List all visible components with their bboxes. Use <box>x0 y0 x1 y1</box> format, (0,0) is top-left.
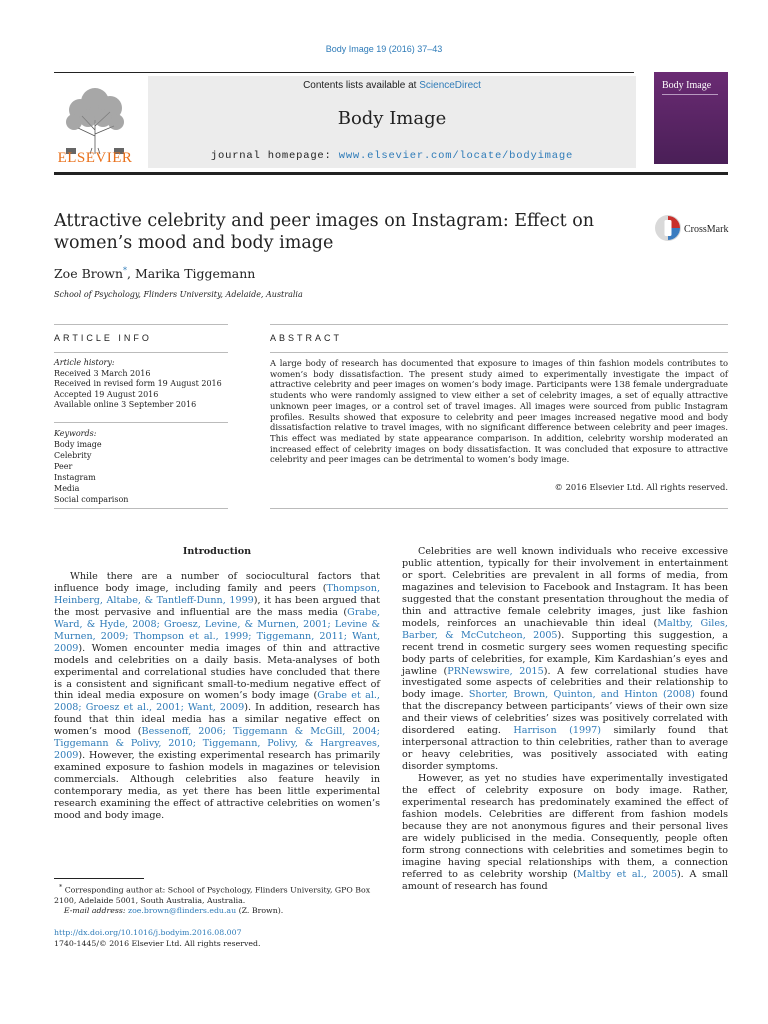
homepage-line <box>148 150 636 162</box>
citation-link[interactable]: Maltby, Giles, Barber, & McCutcheon, 2005 <box>402 617 728 641</box>
keywords <box>54 428 228 505</box>
author-list <box>54 266 255 281</box>
abstract-rule <box>270 324 728 325</box>
cover-title: Body Image <box>662 80 712 91</box>
masthead-top-rule <box>54 72 634 73</box>
journal-title: Body Image <box>337 108 447 129</box>
journal-homepage-link[interactable]: www.elsevier.com/locate/bodyimage <box>338 150 574 162</box>
affiliation: School of Psychology, Flinders University, Adelaide, Australia <box>54 290 303 299</box>
paragraph-text: ). Women encounter media images of thin and attractive models and celebrities on a daily basis. Meta-analyses of both experimental and correlational studies have concluded that there is a consistent and significant small-to-medium negative effect of thin ideal media exposure on women’s body image ( <box>54 642 380 702</box>
masthead-bottom-rule <box>54 172 728 175</box>
paragraph-text: ). In addition, research has found that thin ideal media has a similar negative effect on women’s mood ( <box>54 702 380 738</box>
email-label: E-mail address: <box>63 905 126 915</box>
abstract-text: A large body of research has documented that exposure to images of thin fashion models contributes to women’s body dissatisfaction. The present study aimed to experimentally investigate the impact of attractive celebrity and peer images on women’s body image. Participants were 138 female undergraduate students who were randomly assigned to view either a set of celebrity images, a set of equally attractive unknown peer images, or a control set of travel images. All images were sourced from public Instagram profiles. Results showed that exposure to celebrity and peer images increased negative mood and body dissatisfaction relative to travel images, with no significant difference between celebrity and peer images. This effect was mediated by state appearance comparison. In addition, celebrity worship moderated an increased effect of celebrity images on body dissatisfaction. It was concluded that exposure to attractive celebrity and peer images can be detrimental to women’s body image. <box>270 358 728 465</box>
history-item: Accepted 19 August 2016 <box>54 389 159 399</box>
citation-link[interactable]: Harrison (1997) <box>513 725 602 737</box>
crossmark-label[interactable]: CrossMark <box>684 224 729 235</box>
publisher-wordmark: ELSEVIER <box>57 150 133 166</box>
author-name: Marika Tiggemann <box>134 266 256 282</box>
body-column-left <box>54 546 380 822</box>
contents-line <box>148 80 636 91</box>
article-info-heading: ARTICLE INFO <box>54 333 152 343</box>
doi-link[interactable]: http://dx.doi.org/10.1016/j.bodyim.2016.08.007 <box>54 928 242 937</box>
paragraph-text: While there are a number of sociocultural factors that influence body image, including family and peers ( <box>54 570 380 594</box>
sciencedirect-link[interactable]: ScienceDirect <box>419 80 481 91</box>
citation-link[interactable]: Bessenoff, 2006; Tiggemann & McGill, 2004; Tiggemann & Polivy, 2010; Tiggemann, Polivy, & Hargreaves, 2009 <box>54 726 381 762</box>
citation-link[interactable]: Grabe et al., 2008; Groesz et al., 2001; Want, 2009 <box>54 690 380 714</box>
paragraph-text: ). A small amount of research has found <box>402 868 728 892</box>
paragraph-text: ). Supporting this suggestion, a recent trend in cosmetic surgery sees women requesting specific body parts of celebrities, for example, Kim Kardashian’s eyes and jawline ( <box>402 629 728 677</box>
doi-block <box>54 928 380 949</box>
paragraph-text: ), it has been argued that the most pervasive and influential are the mass media ( <box>54 594 380 618</box>
abstract-rule <box>270 352 728 353</box>
abstract-heading: ABSTRACT <box>270 333 343 343</box>
history-label: Article history: <box>54 358 115 367</box>
article-title: Attractive celebrity and peer images on Instagram: Effect on women’s mood and body image <box>54 211 595 253</box>
paragraph <box>402 773 728 893</box>
history-item: Available online 3 September 2016 <box>54 400 197 409</box>
issn-line: 1740-1445/© 2016 Elsevier Ltd. All rights reserved. <box>54 938 261 948</box>
keyword: Social comparison <box>54 495 129 504</box>
history-item: Received in revised form 19 August 2016 <box>54 379 222 388</box>
article-info-bottom-rule <box>54 508 228 509</box>
paragraph-text: However, as yet no studies have experimentally investigated the effect of celebrity exposure on body image. Rather, experimental research has predominately examined the effect of fashion models. Celebrities are different from fashion models because they are not anonymous figures and their personal lives are widely publicised in the media. Consequently, people often form strong connections with celebrities and sometimes begin to imagine having special relationships with them, a connection referred to as celebrity worship ( <box>402 773 728 880</box>
section-heading: Introduction <box>182 546 252 557</box>
cover-rule <box>662 94 718 95</box>
keyword: Body image <box>54 440 102 449</box>
citation-link[interactable]: PRNewswire, 2015 <box>447 665 544 677</box>
contents-prefix: Contents lists available at <box>303 80 420 91</box>
citation-link[interactable]: Maltby et al., 2005 <box>576 868 677 880</box>
email-suffix: (Z. Brown). <box>236 905 284 915</box>
footnote-rule <box>54 878 144 879</box>
author-separator: , <box>127 266 135 282</box>
keyword: Instagram <box>54 473 96 482</box>
journal-reference[interactable]: Body Image 19 (2016) 37–43 <box>325 44 443 54</box>
keyword: Celebrity <box>54 451 92 460</box>
homepage-prefix: journal homepage: <box>210 150 339 162</box>
email-link[interactable]: zoe.brown@flinders.edu.au <box>128 905 237 915</box>
citation-link[interactable]: Thompson, Heinberg, Altabe, & Tantleff-Dunn, 1999 <box>54 582 380 606</box>
abstract-copyright: © 2016 Elsevier Ltd. All rights reserved. <box>554 482 728 492</box>
keyword: Peer <box>54 462 73 471</box>
paragraph <box>402 546 728 773</box>
abstract-bottom-rule <box>270 508 728 509</box>
article-history <box>54 358 228 411</box>
body-column-right <box>402 546 728 893</box>
paragraph-text: Celebrities are well known individuals who receive excessive public attention, typically for their involvement in entertainment or sport. Celebrities are prevalent in all forms of media, from magazines and television to Facebook and Instagram. It has been suggested that the constant presentation throughout the media of thin and attractive female celebrity images, just like fashion models, reinforces an unachievable thin ideal ( <box>402 546 728 629</box>
keywords-label: Keywords: <box>54 429 97 438</box>
keyword: Media <box>54 484 80 493</box>
article-info-rule <box>54 324 228 325</box>
corresponding-author-mark[interactable]: * <box>123 266 128 275</box>
paragraph <box>54 571 380 822</box>
history-item: Received 3 March 2016 <box>54 368 151 378</box>
paragraph-text: ). A few correlational studies have investigated some aspects of celebrities and their relationship to body image. <box>402 665 728 701</box>
citation-link[interactable]: Grabe, Ward, & Hyde, 2008; Groesz, Levine, & Murnen, 2001; Levine & Murnen, 2009; Thompson et al., 1999; Tiggemann, 2011; Want, 2009 <box>54 606 380 654</box>
paragraph-text: similarly found that interpersonal attraction to thin celebrities, rather than to average or heavy celebrities, was positively associated with eating disorder symptoms. <box>402 725 728 773</box>
footnote-mark: * <box>58 883 63 891</box>
footnote <box>54 882 380 916</box>
citation-link[interactable]: Shorter, Brown, Quinton, and Hinton (2008) <box>468 689 695 701</box>
paragraph-text: ). However, the existing experimental research has primarily examined exposure to fashion models in magazines or television commercials. Although celebrities also feature heavily in contemporary media, as yet there has been little experimental research examining the effect of attractive celebrities on women’s mood and body image. <box>54 750 380 822</box>
keywords-rule <box>54 422 228 423</box>
article-info-rule <box>54 352 228 353</box>
paragraph-text: found that the discrepancy between participants’ views of their own size and their views of celebrities’ sizes was positively correlated with disordered eating. <box>402 689 728 737</box>
journal-cover-thumbnail[interactable] <box>654 72 728 164</box>
footnote-text: Corresponding author at: School of Psychology, Flinders University, GPO Box 2100, Adelaide 5001, South Australia, Australia. <box>54 885 371 905</box>
author-name: Zoe Brown <box>54 266 124 282</box>
